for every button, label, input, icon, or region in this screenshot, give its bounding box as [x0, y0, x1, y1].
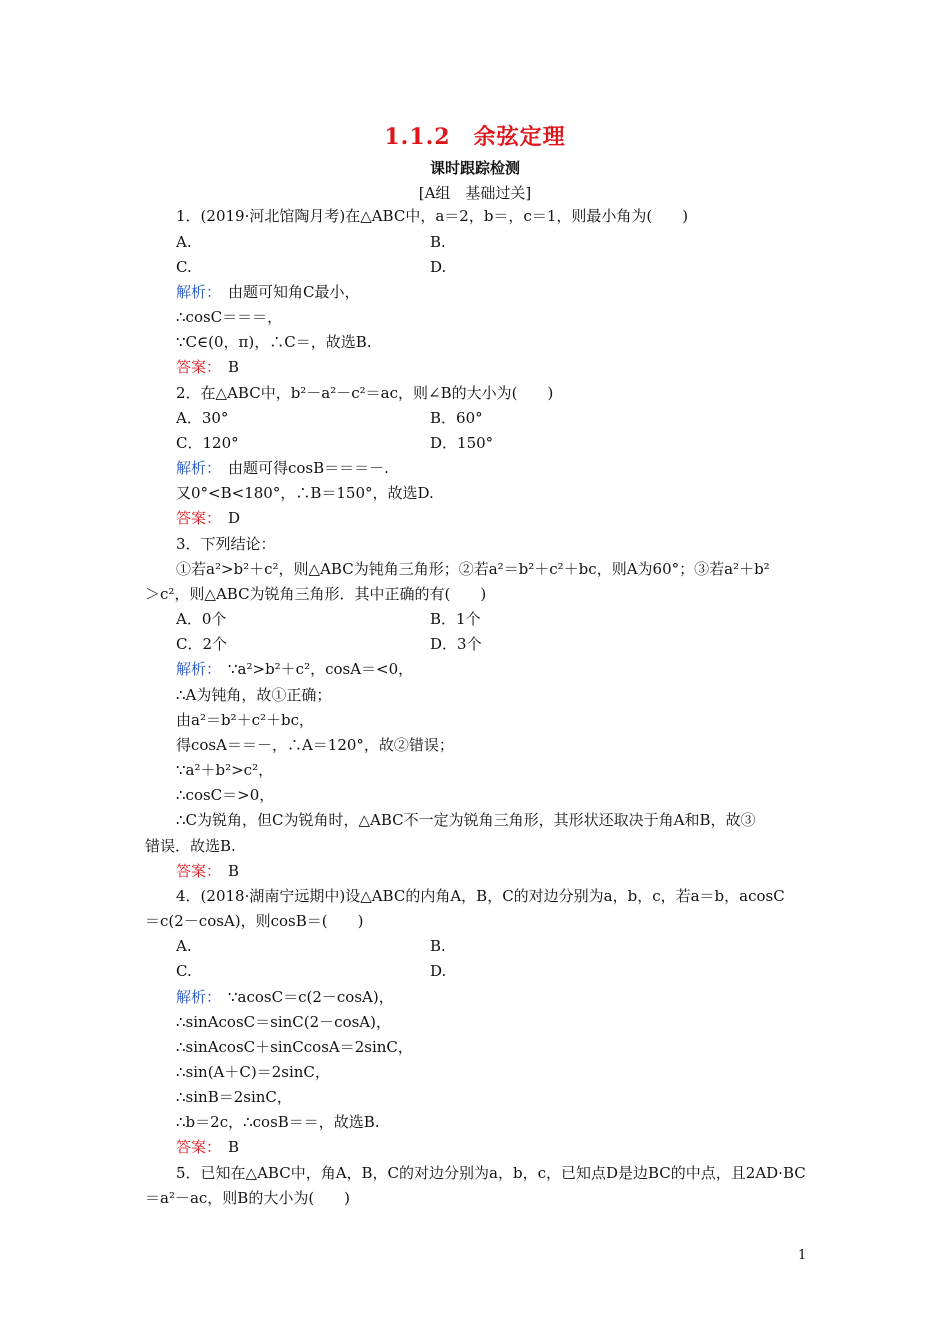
text-line: B	[228, 1138, 240, 1156]
text-line: D.	[430, 962, 447, 980]
text-line: C．120°	[176, 434, 239, 452]
text-line: 得cosA＝＝－，∴A＝120°，故②错误；	[176, 736, 454, 754]
text-line: ＝a²－ac，则B的大小为( )	[145, 1189, 351, 1207]
text-line: D.	[430, 258, 447, 276]
text-line: 5．已知在△ABC中，角A，B，C的对边分别为a，b，c，已知点D是边BC的中点，且2AD·BC	[176, 1164, 806, 1182]
solution-label: 解析：	[176, 459, 222, 477]
text-line: ∴A为钝角，故①正确；	[176, 686, 332, 704]
text-line: ∴sin(A＋C)＝2sinC，	[176, 1063, 330, 1081]
text-line: ∴cosC＝＝＝，	[176, 308, 283, 326]
text-line: A.	[176, 233, 192, 251]
text-line: ∴cosC＝>0，	[176, 786, 275, 804]
text-line: 1．(2019·河北馆陶月考)在△ABC中，a＝2，b＝，c＝1，则最小角为( )	[176, 207, 689, 225]
text-line: A．0个	[176, 610, 227, 628]
text-line: ∴sinAcosC＋sinCcosA＝2sinC，	[176, 1038, 413, 1056]
text-line: 2．在△ABC中，b²－a²－c²＝ac，则∠B的大小为( )	[176, 384, 554, 402]
solution-label: 解析：	[176, 283, 222, 301]
group-heading: [A组 基础过关]	[418, 184, 532, 202]
text-line: ∴sinAcosC＝sinC(2－cosA)，	[176, 1013, 391, 1031]
text-line: ∴sinB＝2sinC，	[176, 1088, 292, 1106]
text-line: C.	[176, 258, 192, 276]
text-line: ∴b＝2c，∴cosB＝＝，故选B.	[176, 1113, 380, 1131]
text-line: 4．(2018·湖南宁远期中)设△ABC的内角A，B，C的对边分别为a，b，c，若a＝b，acosC	[176, 887, 785, 905]
text-line: B	[228, 358, 240, 376]
text-line: ∵acosC＝c(2－cosA)，	[228, 988, 394, 1006]
answer-label: 答案：	[176, 509, 222, 527]
text-line: 错误．故选B.	[145, 837, 236, 855]
text-line: D．3个	[430, 635, 482, 653]
text-line: 由a²＝b²＋c²＋bc，	[176, 711, 314, 729]
text-line: B．60°	[430, 409, 483, 427]
answer-label: 答案：	[176, 1138, 222, 1156]
text-line: 由题可知角C最小，	[228, 283, 360, 301]
answer-label: 答案：	[176, 358, 222, 376]
text-line: A．30°	[176, 409, 229, 427]
page-subtitle: 课时跟踪检测	[429, 159, 520, 177]
text-line: B.	[430, 937, 446, 955]
text-line: 由题可得cosB＝＝＝－.	[228, 459, 389, 477]
text-line: C.	[176, 962, 192, 980]
text-line: 3．下列结论：	[176, 535, 276, 553]
text-line: ＝c(2－cosA)，则cosB＝( )	[145, 912, 364, 930]
page-title: 1.1.2 余弦定理	[384, 124, 566, 150]
text-line: B.	[430, 233, 446, 251]
text-line: B	[228, 862, 240, 880]
answer-label: 答案：	[176, 862, 222, 880]
text-line: C．2个	[176, 635, 228, 653]
text-line: ∵a²＋b²>c²，	[176, 761, 274, 779]
text-line: ∵C∈(0，π)，∴C＝，故选B.	[176, 333, 372, 351]
text-line: B．1个	[430, 610, 481, 628]
solution-label: 解析：	[176, 988, 222, 1006]
text-line: 又0°<B<180°，∴B＝150°，故选D.	[176, 484, 434, 502]
text-line: ∴C为锐角，但C为锐角时，△ABC不一定为锐角三角形，其形状还取决于角A和B，故③	[176, 811, 756, 829]
text-line: A.	[176, 937, 192, 955]
text-line: D	[228, 509, 241, 527]
text-line: D．150°	[430, 434, 494, 452]
text-line: ①若a²>b²＋c²，则△ABC为钝角三角形；②若a²＝b²＋c²＋bc，则A为60°；③若a²＋b²	[176, 560, 770, 578]
text-line: ＞c²，则△ABC为锐角三角形．其中正确的有( )	[145, 585, 487, 603]
solution-label: 解析：	[176, 660, 222, 678]
page-number: 1	[798, 1248, 807, 1263]
text-line: ∵a²>b²＋c²，cosA＝<0，	[228, 660, 414, 678]
